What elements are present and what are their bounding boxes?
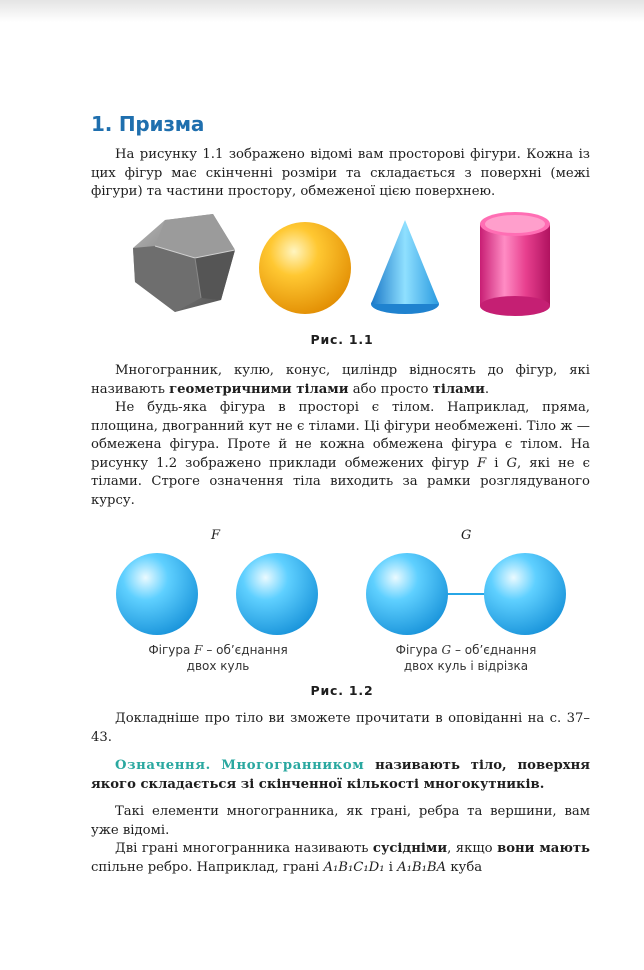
paragraph-story-reference: Докладніше про тіло ви зможете прочитати в оповіданні на с. 37–43. (91, 711, 590, 745)
cone-icon (371, 220, 439, 314)
figure-f-caption: Фігура F – об’єднання двох куль (148, 643, 288, 673)
intro-paragraph: На рисунку 1.1 зображено відомі вам просторові фігури. Кожна із цих фігур має скінченні розміри та складається з поверхні (межі фігури) та частини простору, обмеженої цією поверхнею. (91, 147, 590, 199)
ball-f1 (116, 553, 198, 635)
figure-f-label: F (211, 528, 221, 543)
paragraph-geometric-bodies: Многогранник, кулю, конус, циліндр відносять до фігур, які називають геометричними тілами або просто тілами. (91, 363, 590, 397)
polyhedron-icon (133, 214, 235, 312)
figure-1-2-caption: Рис. 1.2 (310, 683, 374, 698)
section-heading: 1. Призма (91, 112, 205, 136)
paragraph-adjacent-faces: Дві грані многогранника називають сусідніми, якщо вони мають спільне ребро. Наприклад, грані A₁B₁C₁D₁ і A₁B₁BA куба (91, 841, 590, 875)
paragraph-not-bodies: Не будь-яка фігура в просторі є тілом. Наприклад, пряма, площина, двогранний кут не є тілами. Ці фігури необмежені. Тіло ж — обмежена фігура. Проте й не кожна обмежена фігура є тілом. На рисунку 1.2 зображено приклади обмежених фігур F і G, які не є тілами. Строге означення тіла виходить за рамки розглядуваного курсу. (91, 400, 590, 508)
ball-f2 (236, 553, 318, 635)
paragraph-elements: Такі елементи многогранника, як грані, ребра та вершини, вам уже відомі. (91, 804, 590, 838)
figure-1-2 (112, 550, 572, 642)
ball-g2 (484, 553, 566, 635)
ball-g1 (366, 553, 448, 635)
sphere-icon (259, 222, 351, 314)
cylinder-icon (480, 212, 550, 316)
figure-g-label: G (461, 528, 472, 543)
figure-1-1-caption: Рис. 1.1 (310, 332, 374, 347)
definition-polyhedron: Означення. Многогранником називають тіло, поверхня якого складається зі скінченної кількості многокутників. (91, 758, 590, 792)
figure-1-1 (125, 200, 565, 330)
figure-g-caption: Фігура G – об’єднання двох куль і відрізка (395, 643, 537, 673)
page-top-shadow (0, 0, 644, 22)
